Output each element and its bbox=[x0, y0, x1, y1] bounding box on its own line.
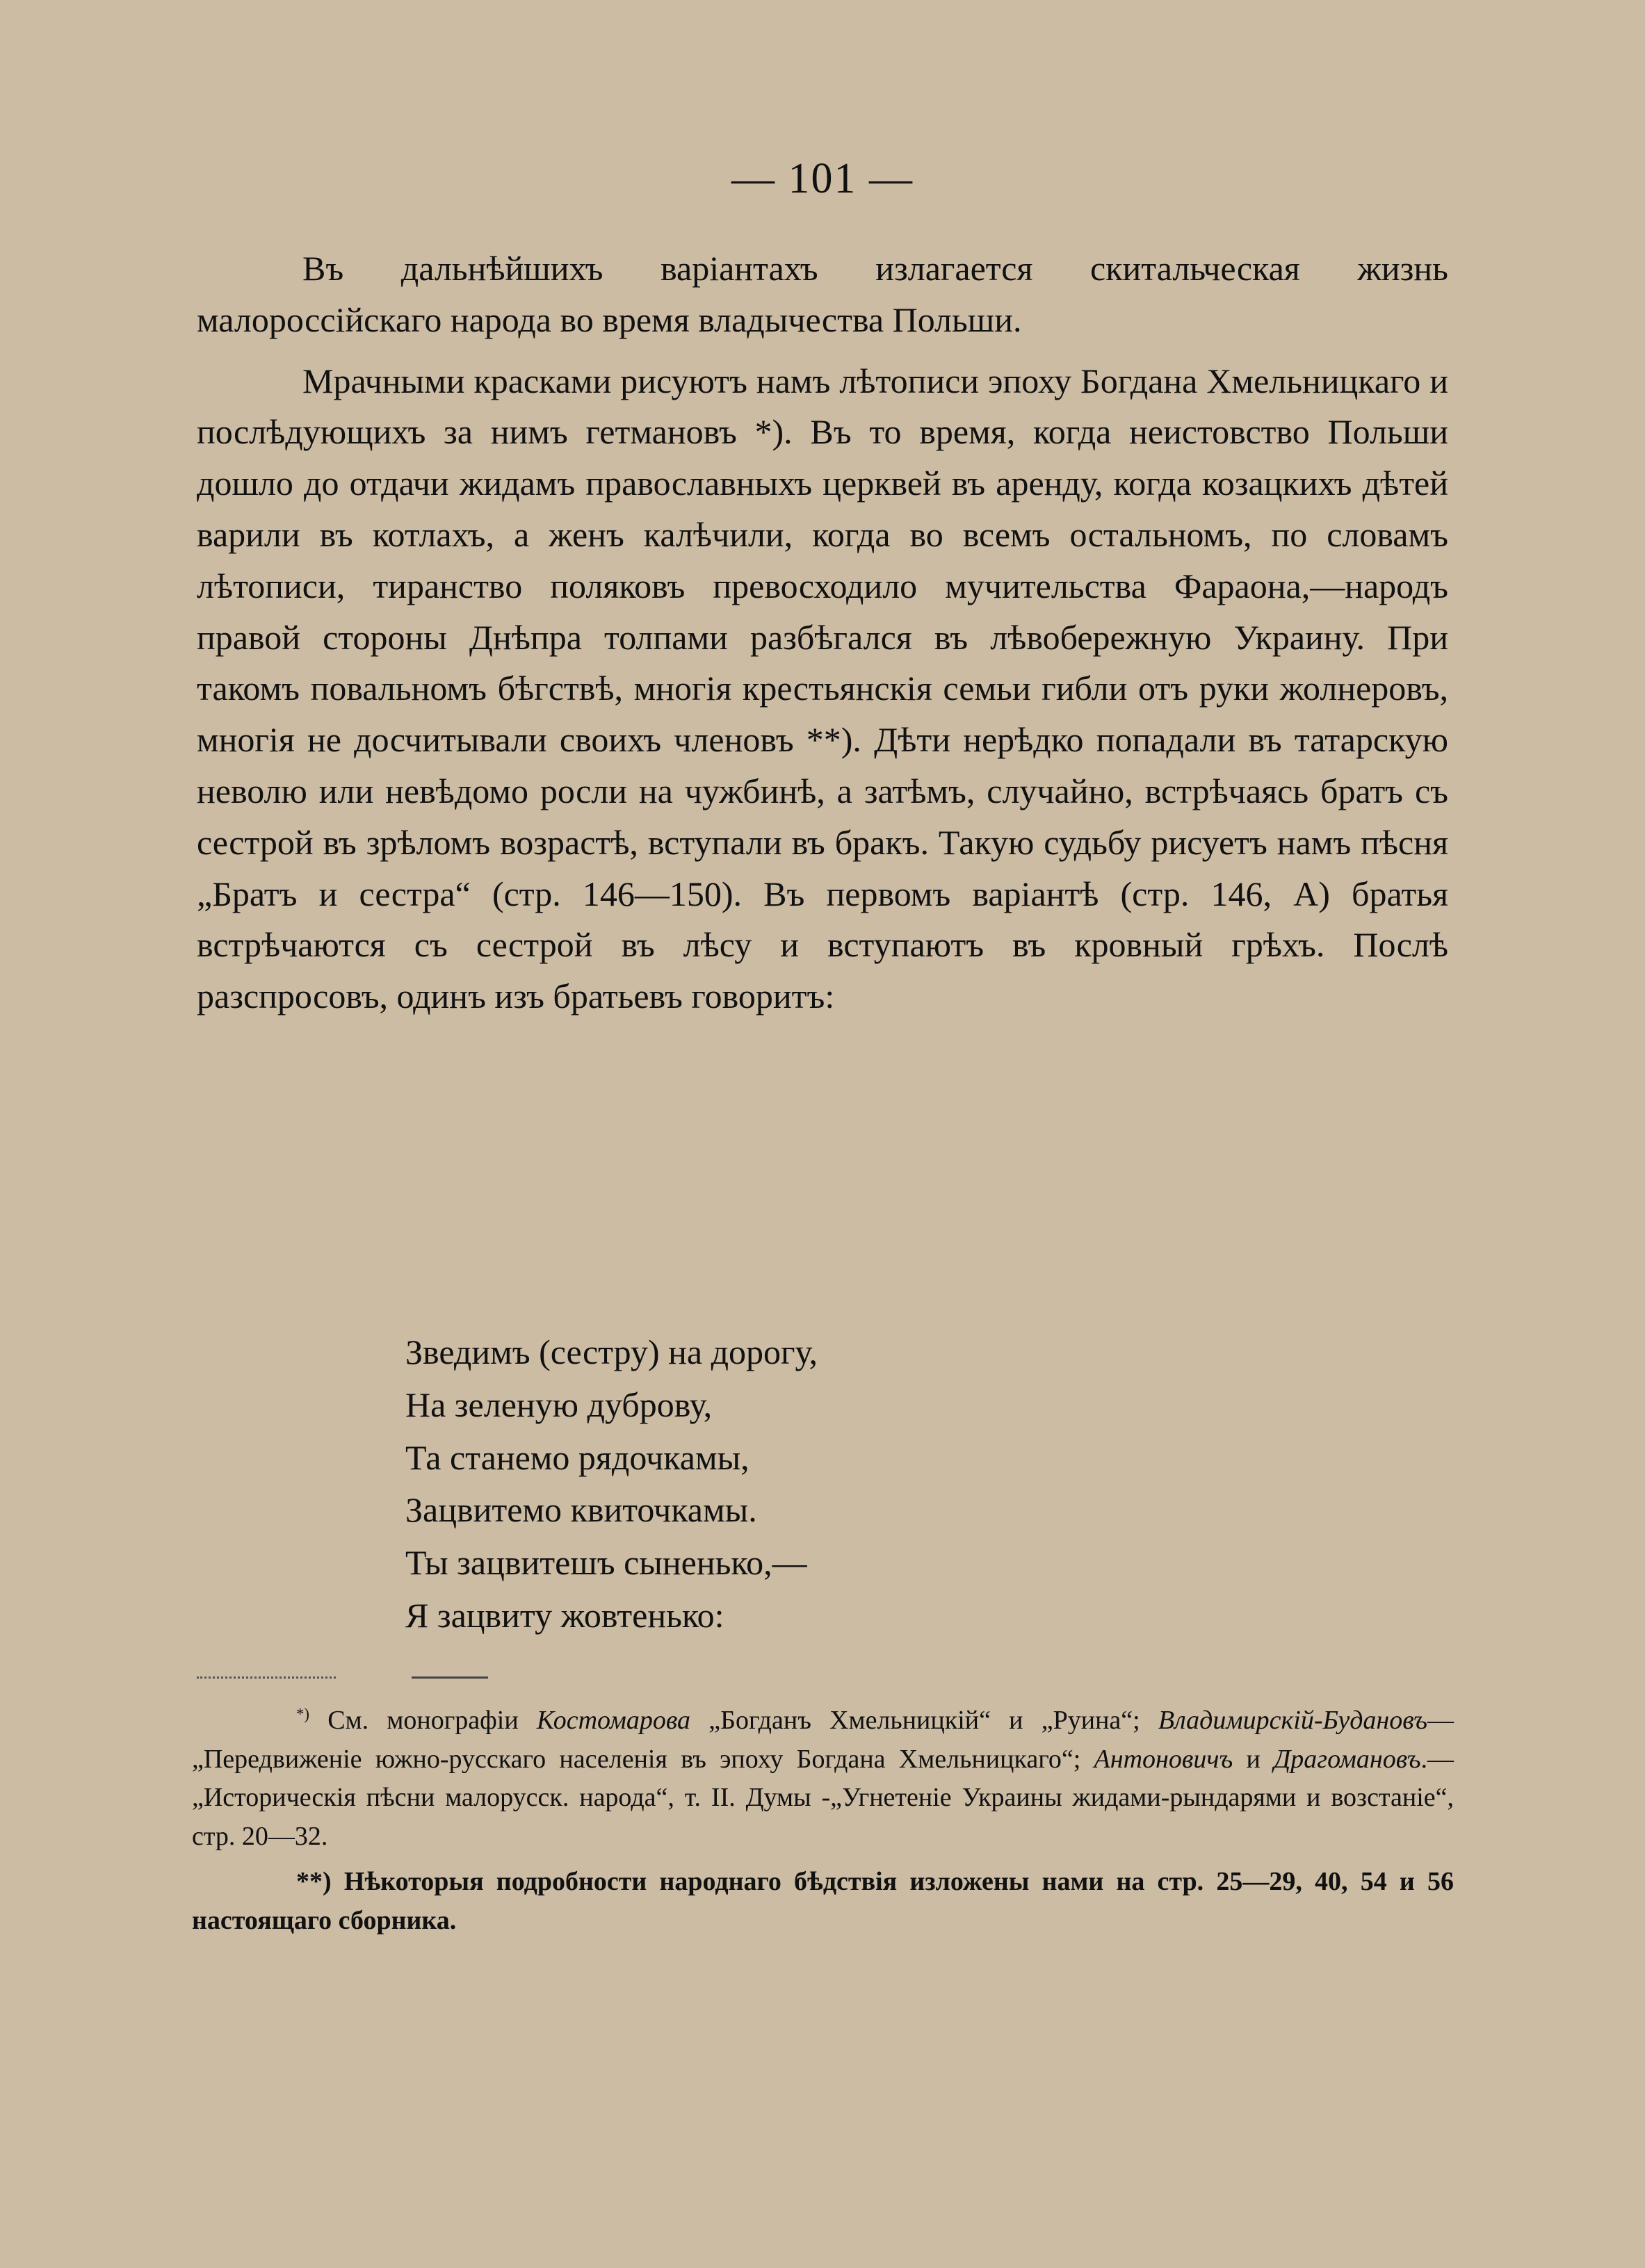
author-name: Костомарова bbox=[536, 1706, 691, 1735]
paragraph-1: Въ дальнѣйшихъ варіантахъ излагается скитальческая жизнь малороссійскаго народа во время владычества Польши. bbox=[197, 249, 1448, 339]
footnote-separator-dotted bbox=[197, 1676, 336, 1679]
author-name: Антоновичъ bbox=[1094, 1744, 1233, 1774]
paragraph-2: Мрачными красками рисуютъ намъ лѣтописи эпоху Богдана Хмельницкаго и послѣдующихъ за нимъ гетмановъ *). Въ то время, когда неистовство Польши дошло до отдачи жидамъ православныхъ церквей въ аренду, когда козацкихъ дѣтей варили въ котлахъ, а женъ калѣчили, когда во всемъ остальномъ, по словамъ лѣтописи, тиранство поляковъ превосходило мучительства Фараона,—народъ правой стороны Днѣпра толпами разбѣгался въ лѣвобережную Украину. При такомъ повальномъ бѣгствѣ, многія крестьянскія семьи гибли отъ руки жолнеровъ, многія не досчитывали своихъ членовъ **). Дѣти нерѣдко попадали въ татарскую неволю или невѣдомо росли на чужбинѣ, а затѣмъ, случайно, встрѣчаясь братъ съ сестрой въ зрѣломъ возрастѣ, вступали въ бракъ. Такую судьбу рисуетъ намъ пѣсня „Братъ и сестра“ (стр. 146—150). Въ первомъ варіантѣ (стр. 146, А) братья встрѣчаются съ сестрой въ лѣсу и вступаютъ въ кровный грѣхъ. Послѣ разспросовъ, одинъ изъ братьевъ говоритъ: bbox=[197, 361, 1448, 1016]
footnote-text: .—„Историческія пѣсни малорусск. народа“, т. II. Думы -„Угнетеніе Украины жидами-рындарями и возстаніе“, стр. 20—32. bbox=[192, 1744, 1454, 1851]
footnote-marker: *) bbox=[296, 1705, 309, 1723]
footnote-2 bbox=[192, 1863, 1454, 1940]
author-name: Драгомановъ bbox=[1274, 1744, 1421, 1774]
footnote-text: — „Передвиженіе южно-русскаго населенія въ эпоху Богдана Хмельницкаго“; bbox=[192, 1706, 1454, 1774]
poem-line: Ты зацвитешъ сыненько,— bbox=[405, 1543, 807, 1583]
footnote-text: и bbox=[1233, 1744, 1274, 1774]
poem-line: Та станемо рядочкамы, bbox=[405, 1437, 749, 1477]
poem-line: Зацвитемо квиточкамы. bbox=[405, 1490, 757, 1530]
poem-line: Зведимъ (сестру) на дорогу, bbox=[405, 1332, 818, 1371]
page-number: — 101 — bbox=[731, 155, 914, 202]
footnote-marker: **) bbox=[296, 1867, 332, 1896]
poem-line: Я зацвиту жовтенько: bbox=[405, 1595, 724, 1635]
footnote-separator-line bbox=[412, 1676, 488, 1679]
poem-line: На зеленую дуброву, bbox=[405, 1385, 713, 1424]
footnote-text: Нѣкоторыя подробности народнаго бѣдствія изложены нами на стр. 25—29, 40, 54 и 56 настоящаго сборника. bbox=[192, 1867, 1454, 1935]
poem-quote bbox=[405, 1326, 1379, 1642]
footnotes bbox=[192, 1702, 1454, 1940]
footnote-text: „Богданъ Хмельницкій“ и „Руина“; bbox=[690, 1706, 1158, 1735]
footnote-1 bbox=[192, 1702, 1454, 1856]
author-name: Владимирскій-Будановъ bbox=[1158, 1706, 1427, 1735]
footnote-text: См. монографіи bbox=[309, 1706, 537, 1735]
main-text bbox=[197, 243, 1448, 1022]
